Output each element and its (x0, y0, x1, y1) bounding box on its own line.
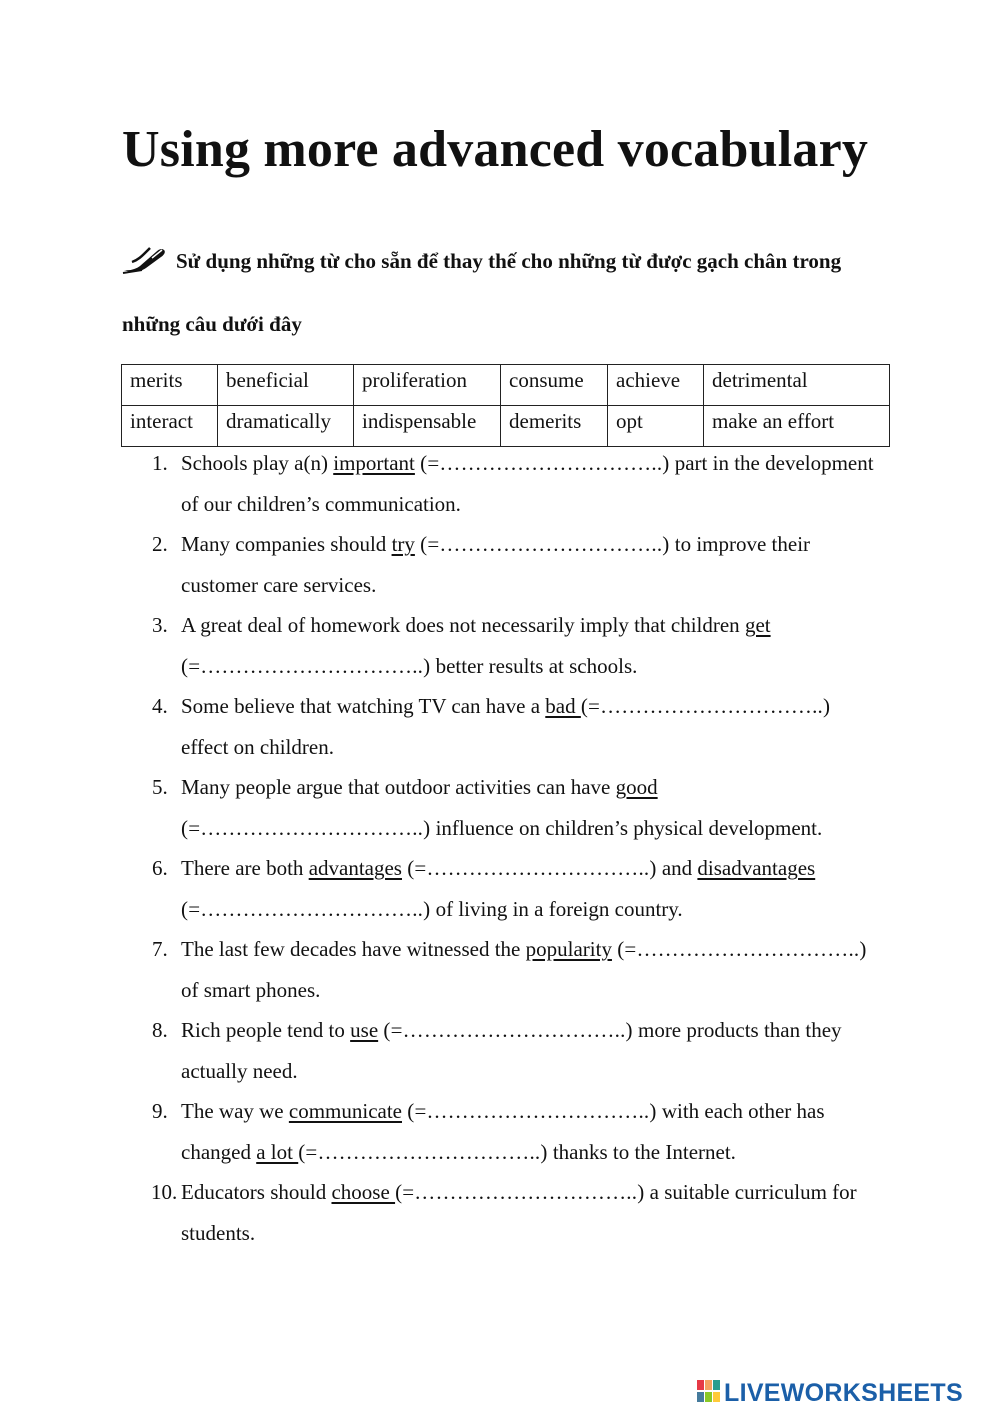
exercise-text: influence on children’s physical development. (430, 816, 823, 840)
underlined-word: important (333, 451, 415, 475)
exercise-line (181, 856, 815, 880)
exercise-line: actually need. (181, 1059, 298, 1083)
word-bank-cell: make an effort (704, 406, 890, 447)
word-bank-cell: achieve (608, 365, 704, 406)
exercise-line (181, 816, 822, 840)
exercise-number: 8. (152, 1018, 168, 1042)
exercise-line: students. (181, 1221, 256, 1245)
exercise-line (181, 897, 683, 921)
exercise-number: 10. (151, 1180, 178, 1204)
exercise-number: 5. (152, 775, 168, 799)
exercise-text: thanks to the Internet. (547, 1140, 736, 1164)
exercise-line: of smart phones. (181, 978, 321, 1002)
exercise-text: The last few decades have witnessed the (181, 937, 526, 961)
exercise-text: There are both (181, 856, 309, 880)
exercise-text: more products than they (632, 1018, 842, 1042)
answer-blank[interactable]: (=…………………………..) (181, 654, 431, 678)
exercise-text: Educators should (181, 1180, 332, 1204)
exercise-number: 6. (152, 856, 168, 880)
word-bank-cell: merits (122, 365, 218, 406)
exercise-line: customer care services. (181, 573, 377, 597)
exercise-line (181, 775, 658, 799)
page-title: Using more advanced vocabulary (122, 121, 869, 178)
exercise-text: Many companies should (181, 532, 392, 556)
underlined-word: a lot (256, 1140, 299, 1164)
exercise-text: A great deal of homework does not necessarily imply that children (181, 613, 745, 637)
answer-blank[interactable]: (=…………………………..) (395, 1180, 645, 1204)
underlined-word: advantages (308, 856, 402, 880)
exercise-number: 1. (152, 451, 168, 475)
exercise-line (181, 613, 771, 637)
exercise-line (181, 654, 637, 678)
exercise-text: The way we (181, 1099, 289, 1123)
answer-blank[interactable]: (=…………………………..) (420, 451, 670, 475)
word-bank-cell: dramatically (218, 406, 354, 447)
word-bank-row (122, 406, 890, 447)
exercise-line (181, 1099, 825, 1123)
word-bank-cell: consume (501, 365, 608, 406)
answer-blank[interactable]: (=…………………………..) (181, 897, 431, 921)
word-bank-cell: beneficial (218, 365, 354, 406)
underlined-word: get (744, 613, 771, 637)
exercise-text: of living in a foreign country. (430, 897, 683, 921)
exercise-line (181, 1140, 736, 1164)
underlined-word: disadvantages (697, 856, 816, 880)
exercise-text: and (656, 856, 698, 880)
word-bank-cell: demerits (501, 406, 608, 447)
word-bank-cell: interact (122, 406, 218, 447)
word-bank-cell: indispensable (354, 406, 501, 447)
exercise-text: part in the development (669, 451, 874, 475)
exercise-text: better results at schools. (430, 654, 638, 678)
exercise-line (181, 1180, 857, 1204)
word-bank-row (122, 365, 890, 406)
liveworksheets-logo[interactable] (696, 1378, 963, 1408)
exercise-text: Schools play a(n) (181, 451, 334, 475)
exercise-number: 4. (152, 694, 168, 718)
exercise-line (181, 1018, 842, 1042)
instruction-text-1: Sử dụng những từ cho sẵn để thay thế cho những từ được gạch chân trong (176, 249, 842, 273)
word-bank-table (121, 364, 890, 447)
answer-blank[interactable]: (=…………………………..) (407, 1099, 657, 1123)
underlined-word: good (615, 775, 658, 799)
exercise-number: 7. (152, 937, 168, 961)
exercise-number: 3. (152, 613, 168, 637)
answer-blank[interactable]: (=…………………………..) (420, 532, 670, 556)
word-bank-cell: opt (608, 406, 704, 447)
exercise-number: 2. (152, 532, 168, 556)
underlined-word: bad (545, 694, 581, 718)
answer-blank[interactable]: (=…………………………..) (407, 856, 657, 880)
exercise-line: of our children’s communication. (181, 492, 461, 516)
exercise-text: to improve their (669, 532, 811, 556)
answer-blank[interactable]: (=…………………………..) (181, 816, 431, 840)
exercise-line (181, 532, 810, 556)
exercise-text: Some believe that watching TV can have a (181, 694, 546, 718)
instruction-line-2: những câu dưới đây (122, 312, 302, 336)
exercise-text: a suitable curriculum for (644, 1180, 857, 1204)
exercise-line (181, 937, 867, 961)
exercise-text: Many people argue that outdoor activities can have (181, 775, 616, 799)
exercise-line (181, 694, 830, 718)
exercise-text: changed (181, 1140, 257, 1164)
answer-blank[interactable]: (=…………………………..) (580, 694, 831, 718)
liveworksheets-logo-icon (696, 1378, 722, 1409)
underlined-word: try (391, 532, 415, 556)
answer-blank[interactable]: (=…………………………..) (298, 1140, 548, 1164)
underlined-word: use (350, 1018, 379, 1042)
answer-blank[interactable]: (=…………………………..) (617, 937, 867, 961)
exercise-text: Rich people tend to (181, 1018, 351, 1042)
exercise-number: 9. (152, 1099, 168, 1123)
answer-blank[interactable]: (=…………………………..) (383, 1018, 633, 1042)
exercise-line: effect on children. (181, 735, 334, 759)
instruction-line-1 (122, 244, 841, 280)
exercise-line (181, 451, 874, 475)
word-bank-cell: proliferation (354, 365, 501, 406)
writing-hand-icon (122, 244, 168, 280)
underlined-word: communicate (288, 1099, 402, 1123)
exercise-text: with each other has (656, 1099, 825, 1123)
word-bank-cell: detrimental (704, 365, 890, 406)
logo-text: LIVEWORKSHEETS (724, 1378, 963, 1407)
underlined-word: popularity (525, 937, 612, 961)
underlined-word: choose (331, 1180, 396, 1204)
